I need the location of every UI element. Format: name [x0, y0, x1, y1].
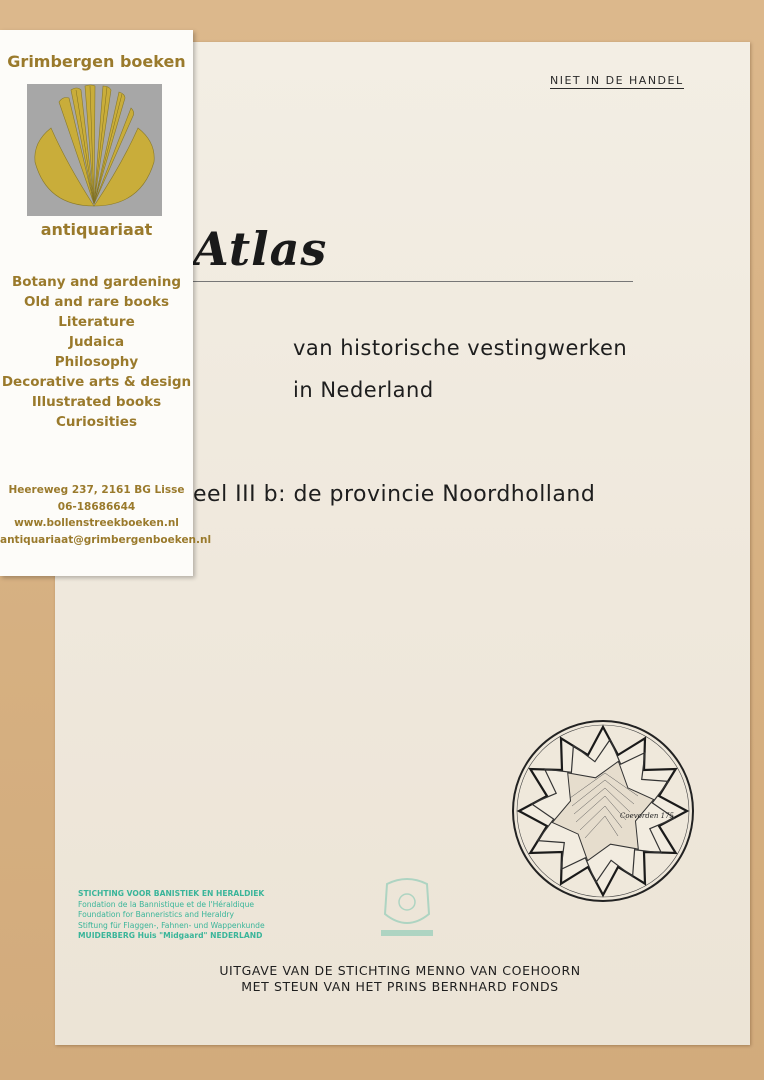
volume-title: eel III b: de provincie Noordholland — [193, 482, 596, 507]
publisher-line-2: MET STEUN VAN HET PRINS BERNHARD FONDS — [241, 979, 559, 994]
stamp-line: MUIDERBERG Huis "Midgaard" NEDERLAND — [78, 931, 263, 940]
title-divider — [193, 281, 633, 282]
publisher-line-1: UITGAVE VAN DE STICHTING MENNO VAN COEHOORN — [219, 963, 581, 978]
category-item: Decorative arts & design — [1, 374, 192, 390]
shop-address: Heereweg 237, 2161 BG Lisse — [8, 484, 185, 496]
publisher-block — [185, 963, 615, 995]
bookseller-bookmark — [0, 30, 212, 576]
category-item: Curiosities — [55, 414, 137, 430]
fortress-medallion — [510, 718, 696, 904]
stamp-line: Stiftung für Flaggen-, Fahnen- und Wappenkunde — [78, 920, 265, 930]
medal-inscription: Coevorden 175 — [620, 812, 674, 820]
page-title: Atlas — [193, 222, 328, 276]
contact-block — [0, 482, 212, 548]
heraldry-stamp — [78, 889, 265, 942]
category-item: Philosophy — [54, 354, 139, 370]
stamp-line: Fondation de la Bannistique et de l'Héraldique — [78, 899, 255, 909]
shop-website: www.bollenstreekboeken.nl — [14, 517, 179, 529]
shop-type: antiquariaat — [40, 220, 153, 239]
category-item: Literature — [58, 314, 135, 330]
shop-email: antiquariaat@grimbergenboeken.nl — [0, 533, 212, 546]
subtitle-line-1: van historische vestingwerken — [293, 336, 628, 360]
category-item: Judaica — [68, 334, 125, 350]
category-item: Old and rare books — [23, 294, 170, 310]
not-for-sale-notice: NIET IN DE HANDEL — [550, 74, 684, 87]
shop-name: Grimbergen boeken — [7, 52, 186, 71]
category-item: Botany and gardening — [11, 274, 182, 290]
stamp-line: STICHTING VOOR BANISTIEK EN HERALDIEK — [78, 889, 265, 898]
stamp-line: Foundation for Banneristics and Heraldry — [78, 910, 235, 919]
category-item: Illustrated books — [31, 394, 162, 410]
shop-phone: 06-18686644 — [57, 500, 136, 513]
subtitle-line-2: in Nederland — [293, 378, 434, 402]
heraldry-stamp-emblem — [367, 874, 447, 944]
lotus-logo — [27, 84, 162, 216]
category-list — [0, 272, 193, 432]
